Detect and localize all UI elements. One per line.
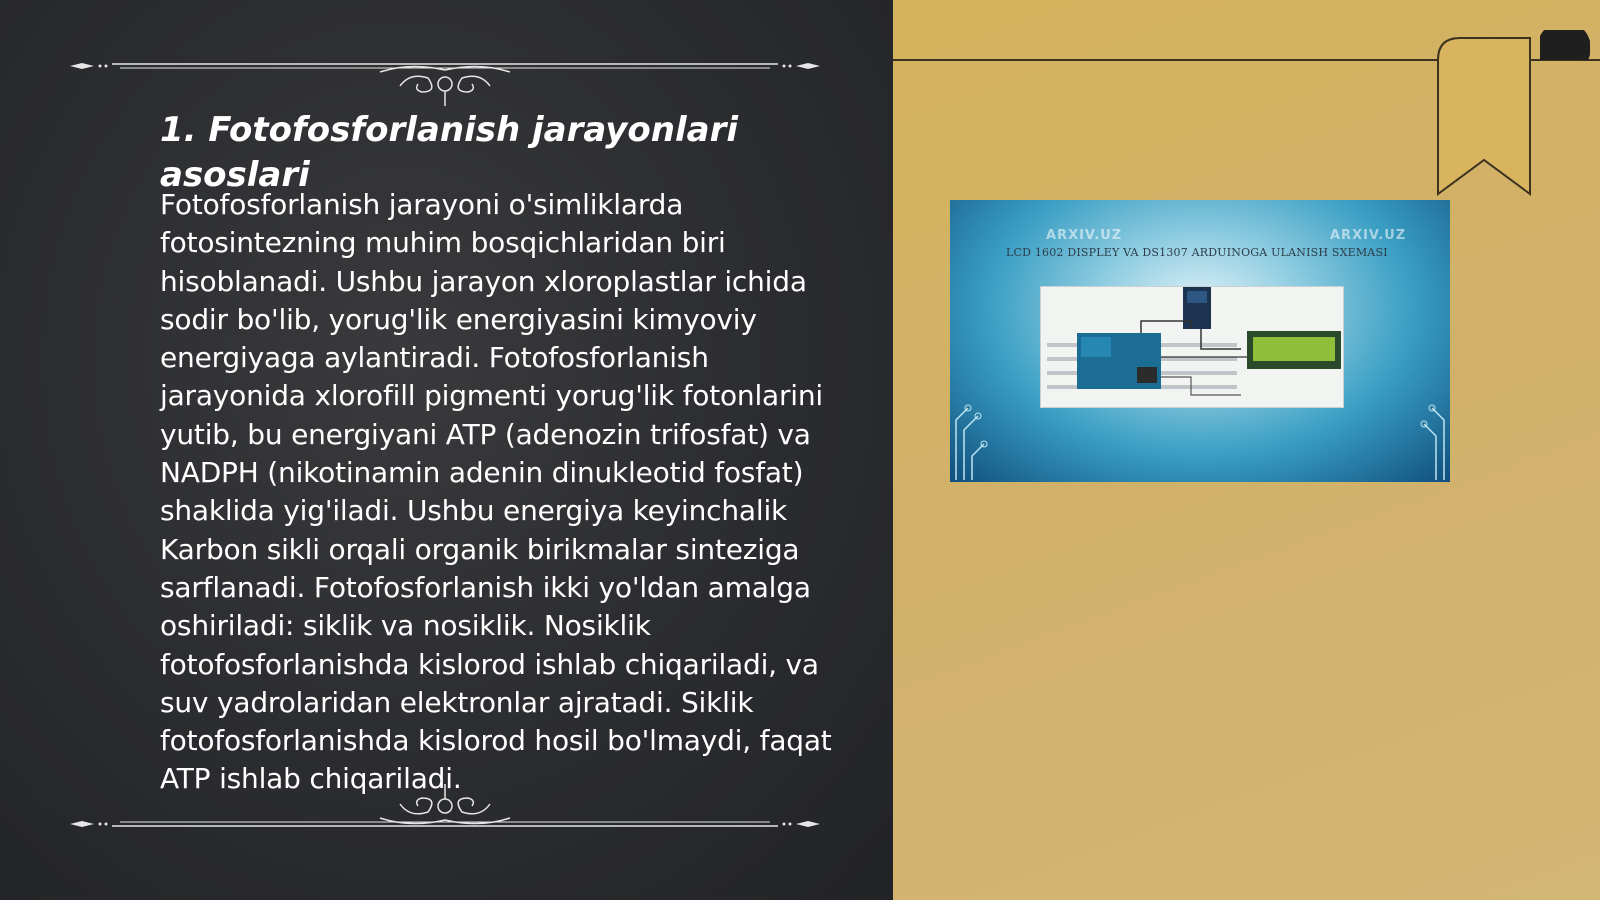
circuit-trace-decoration-icon	[950, 380, 990, 482]
circuit-diagram-image	[950, 200, 1450, 482]
bookmark-ribbon-icon	[1430, 30, 1590, 205]
circuit-trace-decoration-icon	[1410, 380, 1450, 482]
top-ornament-divider	[60, 48, 830, 108]
slide-body-text: Fotofosforlanish jarayoni o'simliklarda fotosintezning muhim bosqichlaridan biri hisoblanadi. Ushbu jarayon xloroplastlar ichida sodir bo'lib, yorug'lik energiyasini kimyoviy energiyaga aylantiradi. Fotofosforlanish jarayonida xlorofill pigmenti yorug'lik fotonlarini yutib, bu energiyani ATP (adenozin trifosfat) va NADPH (nikotinamin adenin dinukleotid fosfat) shaklida yig'iladi. Ushbu energiya keyinchalik Karbon sikli orqali organik birikmalar sinteziga sarflanadi. Fotofosforlanish ikki yo'ldan amalga oshiriladi: siklik va nosiklik. Nosiklik fotofosforlanishda kislorod ishlab chiqariladi, va suv yadrolaridan elektronlar ajratadi. Siklik fotofosforlanishda kislorod hosil bo'lmaydi, faqat ATP ishlab chiqariladi.	[160, 188, 832, 796]
diagram-caption: LCD 1602 DISPLEY VA DS1307 ARDUINOGA ULANISH SXEMASI	[1006, 246, 1388, 259]
breadboard-wiring-icon	[1041, 287, 1343, 407]
bottom-ornament-divider	[60, 778, 830, 838]
watermark: ARXIV.UZ	[1330, 228, 1407, 243]
watermark: ARXIV.UZ	[1046, 228, 1123, 243]
breadboard	[1040, 286, 1344, 408]
slide-title: 1. Fotofosforlanish jarayonlari asoslari	[160, 110, 739, 195]
